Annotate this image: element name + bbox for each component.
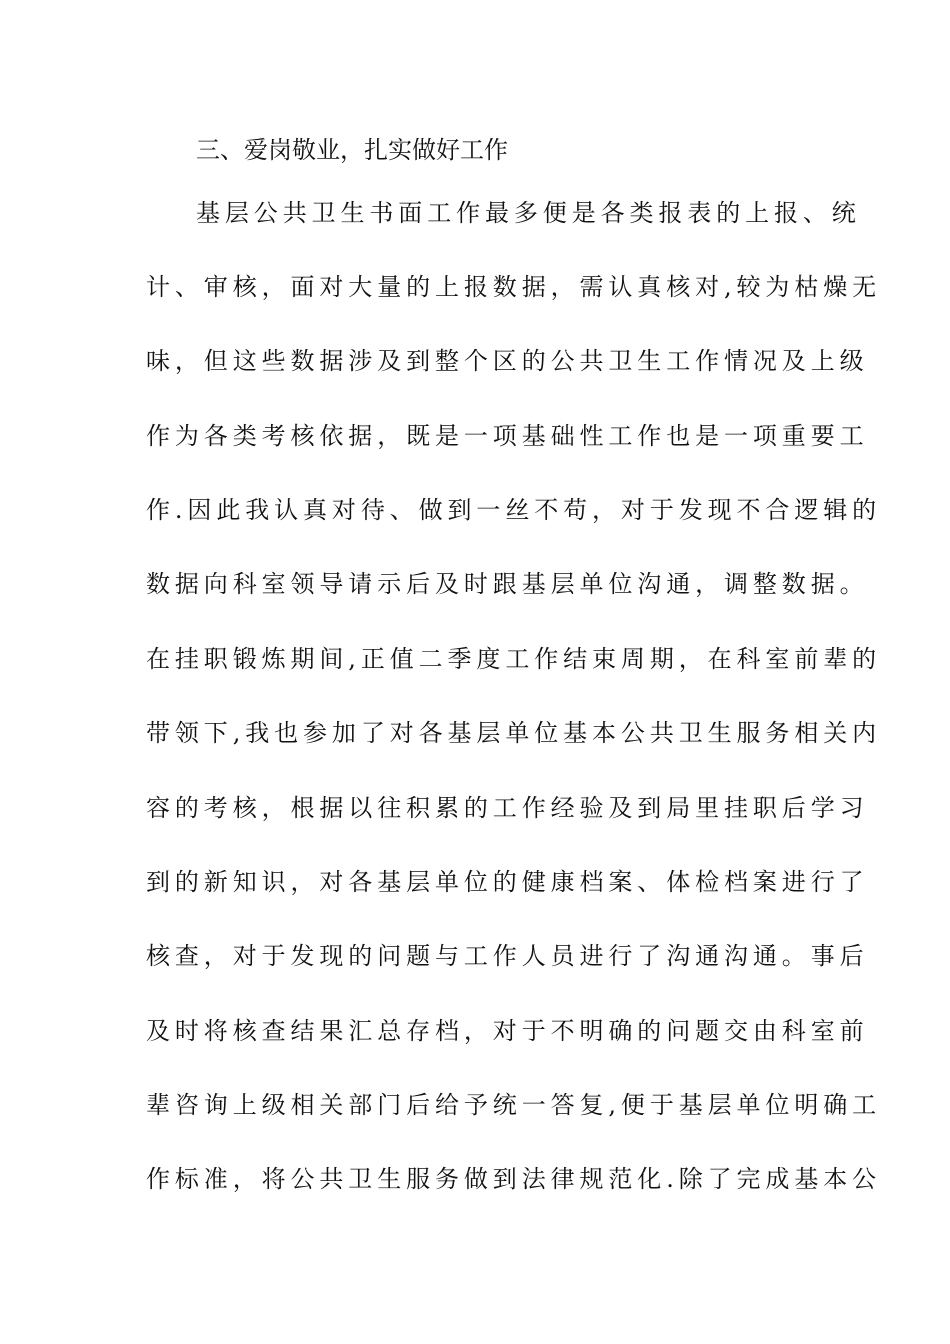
body-line-8: 带领下,我也参加了对各基层单位基本公共卫生服务相关内 [146,719,882,747]
body-line-13: 辈咨询上级相关部门后给予统一答复,便于基层单位明确工 [146,1091,882,1119]
body-line-5: 作.因此我认真对待、做到一丝不苟，对于发现不合逻辑的 [146,496,882,524]
body-line-9: 容的考核，根据以往积累的工作经验及到局里挂职后学习 [146,794,869,822]
body-line-6: 数据向科室领导请示后及时跟基层单位沟通，调整数据。 [146,570,869,598]
body-line-10: 到的新知识，对各基层单位的健康档案、体检档案进行了 [146,868,869,896]
body-line-14: 作标准，将公共卫生服务做到法律规范化.除了完成基本公 [146,1165,882,1193]
body-line-2: 计、审核，面对大量的上报数据，需认真核对,较为枯燥无 [146,273,882,301]
body-line-12: 及时将核查结果汇总存档，对于不明确的问题交由科室前 [146,1017,869,1045]
body-line-7: 在挂职锻炼期间,正值二季度工作结束周期，在科室前辈的 [146,645,882,673]
body-line-1: 基层公共卫生书面工作最多便是各类报表的上报、统 [196,199,861,227]
body-line-3: 味，但这些数据涉及到整个区的公共卫生工作情况及上级 [146,347,869,375]
body-line-11: 核查，对于发现的问题与工作人员进行了沟通沟通。事后 [146,942,869,970]
section-heading: 三、爱岗敬业，扎实做好工作 [196,136,508,164]
body-line-4: 作为各类考核依据，既是一项基础性工作也是一项重要工 [146,422,869,450]
